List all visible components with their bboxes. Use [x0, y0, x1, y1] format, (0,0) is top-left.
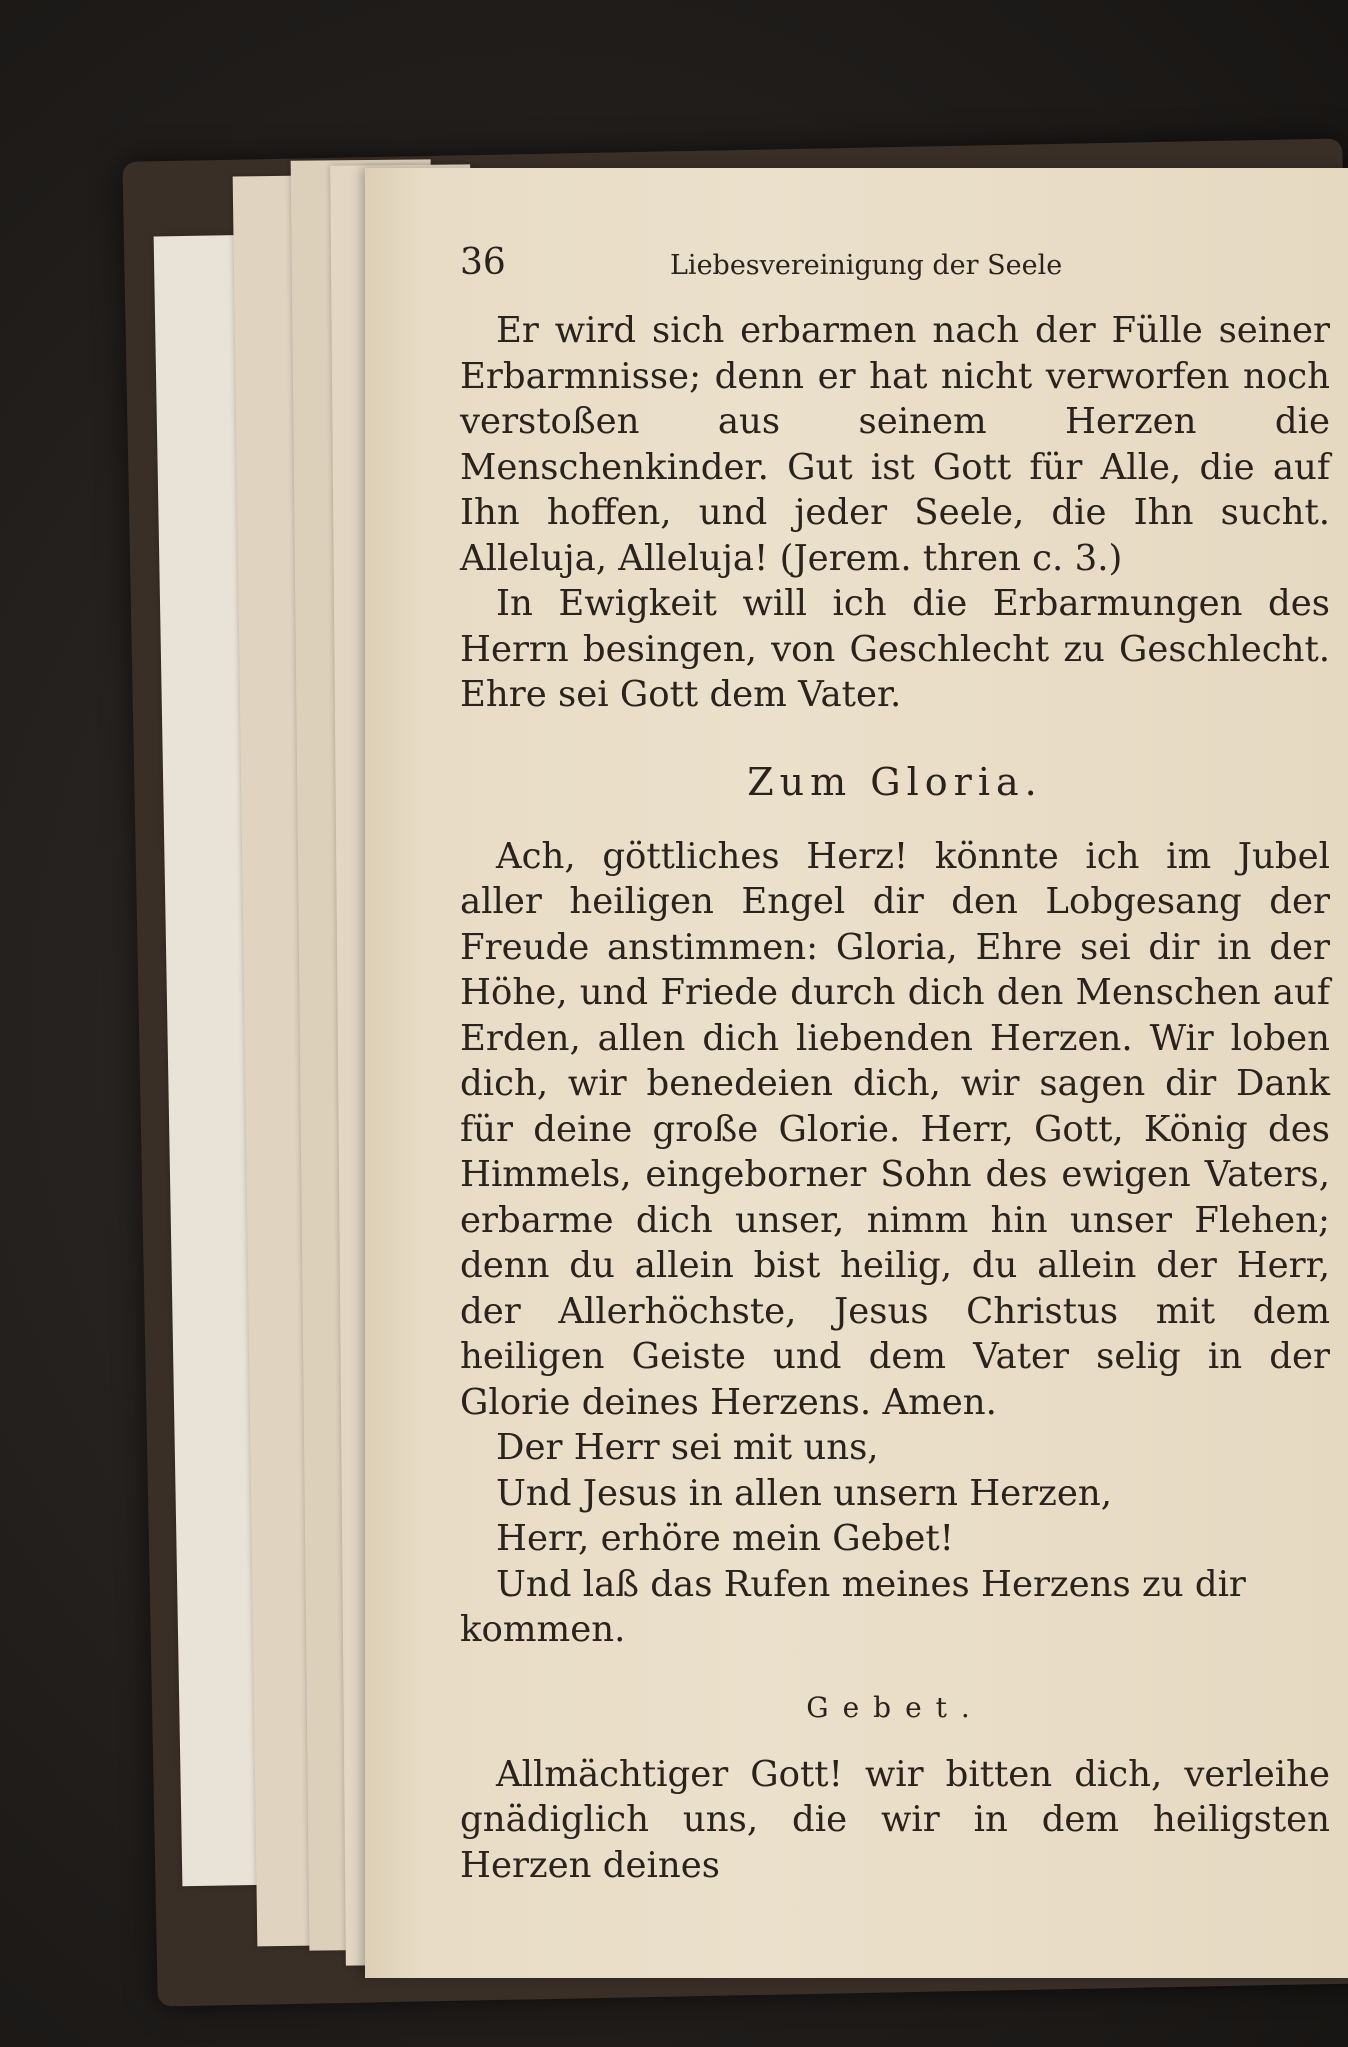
page-header — [460, 240, 1330, 300]
body-paragraph: Allmächtiger Gott! wir bitten dich, verleihe gnädiglich uns, die wir in dem heiligsten Herzen deines — [460, 1753, 1330, 1886]
verse-line: kommen. — [460, 1609, 626, 1650]
book-page — [365, 168, 1348, 1978]
body-paragraph: Er wird sich erbarmen nach der Fülle seiner Erbarmnisse; denn er hat nicht verworfen noch verstoßen aus seinem Herzen die Menschenkinder. Gut ist Gott für Alle, die auf Ihn hoffen, und jeder Seele, die Ihn sucht. Alleluja, Alleluja! (Jerem. thren c. 3.) — [460, 310, 1330, 579]
verse-line: Der Herr sei mit uns, — [496, 1427, 879, 1468]
page-number: 36 — [460, 242, 506, 283]
verse-line: Herr, erhöre mein Gebet! — [496, 1518, 954, 1559]
verse-line: Und Jesus in allen unsern Herzen, — [496, 1472, 1113, 1514]
page-text-block — [460, 240, 1330, 1888]
body-paragraph: Ach, göttliches Herz! könnte ich im Jubel aller heiligen Engel dir den Lobgesang der Freude anstimmen: Gloria, Ehre sei dir in der Höhe, und Friede durch dich den Menschen auf Erden, allen dich liebenden Herzen. Wir loben dich, wir benedeien dich, wir sagen dir Dank für deine große Glorie. Herr, Gott, König des Himmels, eingeborner Sohn des ewigen Vaters, erbarme dich unser, nimm hin unser Flehen; denn du allein bist heilig, du allein der Herr, der Allerhöchste, Jesus Christus mit dem heiligen Geiste und dem Vater selig in der Glorie deines Herzens. Amen. — [460, 835, 1330, 1423]
section-heading-gebet: Gebet. — [806, 1690, 984, 1724]
verse-line: Und laß das Rufen meines Herzens zu dir — [496, 1563, 1246, 1605]
body-paragraph: In Ewigkeit will ich die Erbarmungen des Herrn besingen, von Geschlecht zu Geschlecht. Ehre sei Gott dem Vater. — [460, 583, 1330, 715]
running-head: Liebesvereinigung der Seele — [670, 250, 1063, 281]
section-heading-gloria: Zum Gloria. — [747, 759, 1043, 804]
